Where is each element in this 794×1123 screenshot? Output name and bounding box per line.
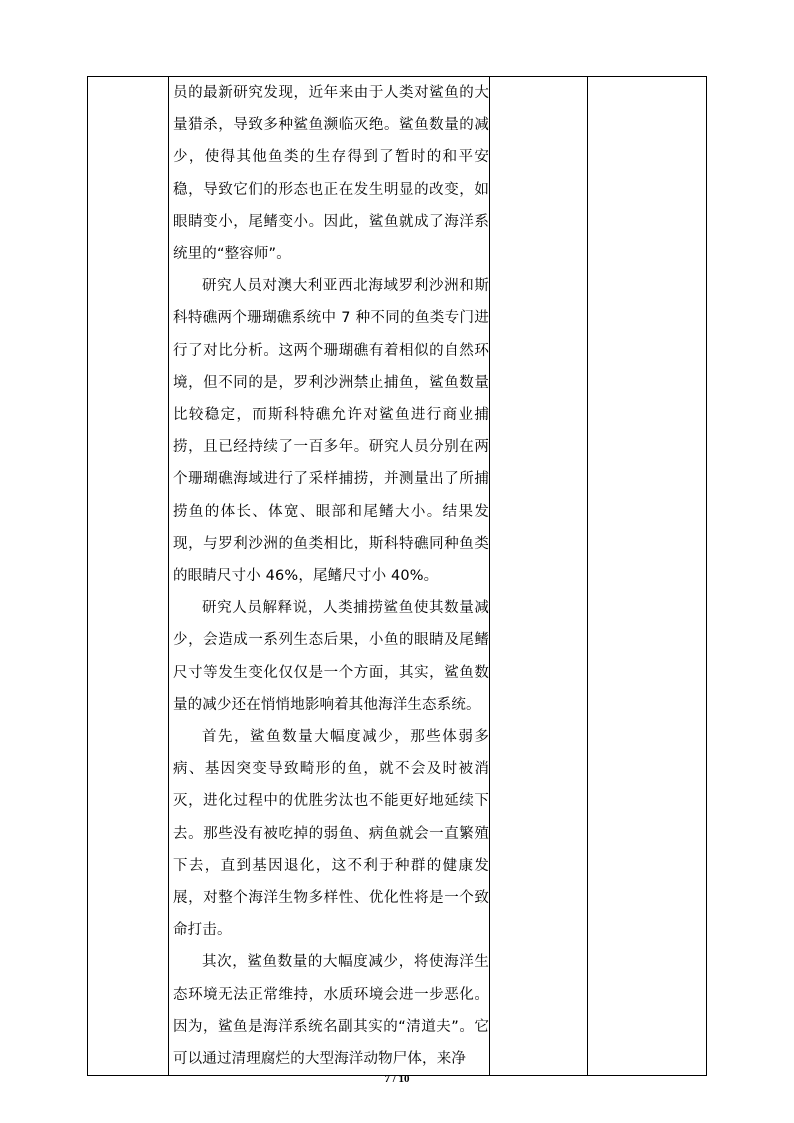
paragraph-1: 员的最新研究发现，近年来由于人类对鲨鱼的大量猎杀，导致多种鲨鱼濒临灭绝。鲨鱼数量的减少，使得其他鱼类的生存得到了暂时的和平安稳，导致它们的形态也正在发生明显的改变，如眼睛变小，尾鳍变小。因此，鲨鱼就成了海洋系统里的“整容师”。 <box>173 85 489 263</box>
table-row <box>88 77 707 1076</box>
left-empty-cell <box>88 77 169 1076</box>
text-content-cell <box>169 77 490 1076</box>
paragraph-3: 研究人员解释说，人类捕捞鲨鱼使其数量减少，会造成一系列生态后果，小鱼的眼睛及尾鳍尺寸等发生变化仅仅是一个方面，其实，鲨鱼数量的减少还在悄悄地影响着其他海洋生态系统。 <box>173 600 489 713</box>
content-table <box>87 76 707 1076</box>
right-empty-cell <box>588 77 707 1076</box>
paragraph-2: 研究人员对澳大利亚西北海域罗利沙洲和斯科特礁两个珊瑚礁系统中 7 种不同的鱼类专门进行了对比分析。这两个珊瑚礁有着相似的自然环境，但不同的是，罗利沙洲禁止捕鱼，鲨鱼数量比较稳定，而斯科特礁允许对鲨鱼进行商业捕捞，且已经持续了一百多年。研究人员分别在两个珊瑚礁海域进行了采样捕捞，并测量出了所捕捞鱼的体长、体宽、眼部和尾鳍大小。结果发现，与罗利沙洲的鱼类相比，斯科特礁同种鱼类的眼睛尺寸小 46%，尾鳍尺寸小 40%。 <box>173 278 489 585</box>
paragraph-4: 首先，鲨鱼数量大幅度减少，那些体弱多病、基因突变导致畸形的鱼，就不会及时被消灭，进化过程中的优胜劣汰也不能更好地延续下去。那些没有被吃掉的弱鱼、病鱼就会一直繁殖下去，直到基因退化，这不利于种群的健康发展，对整个海洋生物多样性、优化性将是一个致命打击。 <box>173 729 489 939</box>
middle-empty-cell <box>490 77 588 1076</box>
page-number: 7 / 10 <box>384 1073 410 1085</box>
paragraph-5: 其次，鲨鱼数量的大幅度减少，将使海洋生态环境无法正常维持，水质环境会进一步恶化。因为，鲨鱼是海洋系统名副其实的“清道夫”。它可以通过清理腐烂的大型海洋动物尸体，来净 <box>173 954 489 1068</box>
